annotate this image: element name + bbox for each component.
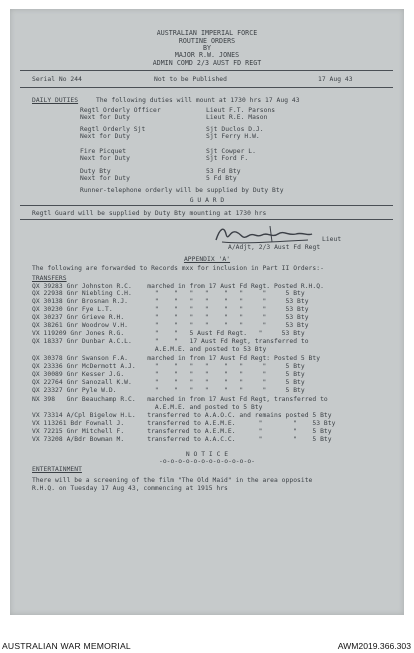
transfer-line: VX 72215 Gnr Mitchell F. transferred to A.E.M.E. " " 5 Bty — [32, 428, 332, 435]
signature-title: A/Adjt, 2/3 Aust Fd Regt — [228, 244, 321, 251]
transfer-line: VX 73208 A/Bdr Bowman M. transferred to A.A.C.C. " " 5 Bty — [32, 436, 332, 443]
duty-name: Sjt Cowper L. — [206, 148, 256, 155]
transfers-heading: TRANSFERS — [32, 275, 67, 282]
duty-name: Sjt Ferry H.W. — [206, 133, 260, 140]
guard-heading: G U A R D — [189, 197, 225, 204]
duty-name: 5 Fd Bty — [206, 175, 237, 182]
duty-label: Next for Duty — [80, 175, 130, 182]
guard-text: Regtl Guard will be supplied by Duty Bty mounting at 1730 hrs — [32, 210, 267, 217]
transfer-line: QX 18337 Gnr Dunbar A.C.L. " " 17 Aust Fd Regt, transferred to — [32, 338, 309, 345]
duty-label: Next for Duty — [80, 133, 130, 140]
transfer-line: QX 30138 Gnr Brosnan R.J. " " " " " " " 53 Bty — [32, 298, 309, 305]
transfer-line: A.E.M.E. and posted to 5 Bty — [32, 404, 263, 411]
signature-rank: Lieut — [322, 236, 342, 243]
transfer-line: QX 23336 Gnr McDermott A.J. " " " " " " " 5 Bty — [32, 363, 305, 370]
serial-date: 17 Aug 43 — [318, 76, 353, 83]
duty-name: Lieut F.T. Parsons — [206, 107, 276, 114]
transfer-line: QX 38261 Gnr Woodrow V.H. " " " " " " " 53 Bty — [32, 322, 309, 329]
duties-intro: The following duties will mount at 1730 hrs 17 Aug 43 — [96, 97, 300, 104]
duty-name: Sjt Duclos D.J. — [206, 126, 264, 133]
notice-divider: -o-o-o-o-o-o-o-o-o-o-o-o- — [158, 458, 256, 465]
divider-top — [20, 70, 393, 71]
transfer-line: QX 23327 Gnr Pyle W.D. " " " " " " " 5 Bty — [32, 387, 305, 394]
appendix-heading: APPENDIX 'A' — [183, 256, 231, 263]
duty-name: 53 Fd Bty — [206, 168, 241, 175]
appendix-intro: The following are forwarded to Records mxx for inclusion in Part II Orders:- — [32, 265, 324, 272]
transfer-line: QX 22764 Gnr Sanozall K.W. " " " " " " " 5 Bty — [32, 379, 305, 386]
duty-name: Lieut R.E. Mason — [206, 114, 268, 121]
transfer-line: QX 30237 Gnr Grieve R.H. " " " " " " " 53 Bty — [32, 314, 309, 321]
duty-label: Next for Duty — [80, 155, 130, 162]
header-line-3: BY — [202, 44, 212, 52]
serial-number: Serial No 244 — [32, 76, 82, 83]
header-line-1: AUSTRALIAN IMPERIAL FORCE — [156, 29, 258, 37]
duty-label: Duty Bty — [80, 168, 111, 175]
transfer-line: NX 398 Gnr Beauchamp R.C. marched in from 17 Aust Fd Regt, transferred to — [32, 396, 328, 403]
duty-name: Sjt Ford F. — [206, 155, 249, 162]
duty-label: Next for Duty — [80, 114, 130, 121]
runner-note: Runner-telephone orderly will be supplied by Duty Bty — [80, 187, 284, 194]
entertainment-text-1: There will be a screening of the film "The Old Maid" in the area opposite — [32, 477, 313, 484]
duty-label: Fire Picquet — [80, 148, 127, 155]
header-line-2: ROUTINE ORDERS — [178, 37, 236, 45]
divider-guard-top — [20, 205, 393, 206]
transfer-line: QX 30089 Gnr Kesser J.G. " " " " " " " 5 Bty — [32, 371, 305, 378]
header-line-5: ADMIN COMD 2/3 AUST FD REGT — [152, 59, 262, 67]
duties-heading: DAILY DUTIES — [32, 97, 79, 104]
divider-guard-bottom — [20, 219, 393, 220]
transfer-line: QX 22938 Gnr Niebling C.H. " " " " " " " 5 Bty — [32, 290, 305, 297]
duty-label: Regtl Orderly Sjt — [80, 126, 146, 133]
footer-credit: AUSTRALIAN WAR MEMORIAL — [2, 641, 131, 651]
transfer-line: QX 30378 Gnr Swanson F.A. marched in from 17 Aust Fd Regt: Posted 5 Bty — [32, 355, 321, 362]
duty-label: Regtl Orderly Officer — [80, 107, 161, 114]
divider-serial — [20, 87, 393, 88]
notice-heading: N O T I C E — [185, 451, 229, 458]
header-line-4: MAJOR R.W. JONES — [174, 51, 240, 59]
transfer-line: A.E.M.E. and posted to 53 Bty — [32, 346, 267, 353]
entertainment-heading: ENTERTAINMENT — [32, 466, 82, 473]
footer-catalogue-id: AWM2019.366.303 — [337, 641, 411, 651]
entertainment-text-2: R.H.Q. on Tuesday 17 Aug 43, commencing at 1915 hrs — [32, 485, 228, 492]
transfer-line: QX 30230 Gnr Fye L.T. " " " " " " " 53 Bty — [32, 306, 309, 313]
transfer-line: VX 119209 Gnr Jones R.G. " " 5 Aust Fd Regt. " 53 Bty — [32, 330, 305, 337]
transfer-line: QX 39283 Gnr Johnston R.C. marched in from 17 Aust Fd Regt. Posted R.H.Q. — [32, 283, 324, 290]
transfer-line: VX 73314 A/Cpl Bigelow H.L. transferred to A.A.O.C. and remains posted 5 Bty — [32, 412, 332, 419]
transfer-line: VX 113261 Bdr Fownall J. transferred to A.E.M.E. " " 53 Bty — [32, 420, 336, 427]
serial-note: Not to be Published — [154, 76, 227, 83]
